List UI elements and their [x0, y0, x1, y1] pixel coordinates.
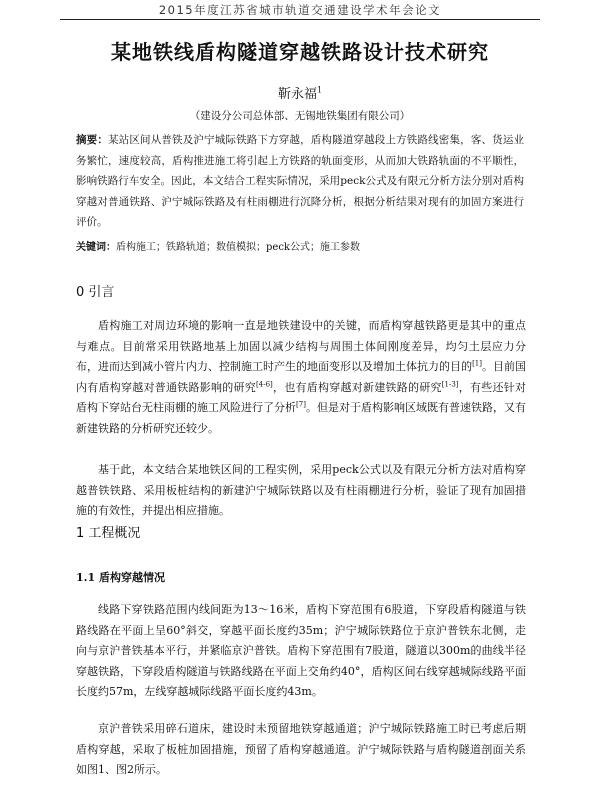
- abstract-text: 某站区间从普铁及沪宁城际铁路下方穿越，盾构隧道穿越段上方铁路线密集，客、货运业务繁忙，速度较高，盾构推进施工将引起上方铁路的轨面变形，从而加大铁路轨面的不平顺性，影响铁路行车安全。因此，本文结合工程实际情况，采用peck公式及有限元分析方法分别对盾构穿越对普通铁路、沪宁城际铁路及有柱雨棚进行沉降分析，根据分析结果对现有的加固方案进行评价。: [76, 134, 525, 228]
- intro-paragraph-2: 基于此，本文结合某地铁区间的工程实例，采用peck公式以及有限元分析方法对盾构穿越普铁铁路、采用板桩结构的新建沪宁城际铁路以及有柱雨棚进行分析，验证了现有加固措施的有效性，并提出相应措施。: [76, 463, 526, 518]
- intro-p1-text-b: 。目前国内有盾构穿越对普通铁路影响的研究: [76, 360, 527, 394]
- abstract-label: 摘要：: [76, 134, 109, 146]
- author-line: [0, 83, 600, 102]
- abstract: [76, 130, 524, 233]
- author-name: 靳永福: [277, 87, 317, 102]
- intro-p1-text-c: ，也有盾构穿越对新建铁路的研究: [272, 380, 442, 394]
- overview-paragraph-2: 京沪普铁采用碎石道床，建设时未预留地铁穿越通道；沪宁城际铁路施工时已考虑后期盾构穿越，采取了板桩加固措施，预留了盾构穿越通道。沪宁城际铁路与盾构隧道剖面关系如图1、图2所示。: [76, 722, 526, 777]
- header-rule: [60, 19, 540, 20]
- overview-paragraph-1: 线路下穿铁路范围内线间距为13～16米，盾构下穿范围有6股道，下穿段盾构隧道与铁路线路在平面上呈60°斜交，穿越平面长度约35m；沪宁城际铁路位于京沪普铁东北侧，走向与京沪普铁基本平行，并紧临京沪普铁。盾构下穿范围有7股道，隧道以300m的曲线半径穿越铁路，下穿段盾构隧道与铁路线路在平面上交角约40°，盾构区间右线穿越城际线路平面长度约57m，左线穿越城际线路平面长度约43m。: [76, 603, 526, 699]
- paper-title: 某地铁线盾构隧道穿越铁路设计技术研究: [111, 40, 489, 64]
- intro-p1-text-a: 盾构施工对周边环境的影响一直是地铁建设中的关键，而盾构穿越铁路更是其中的重点与难点。目前常采用铁路地基上加固以减少结构与周围土体间刚度差异，均匀土层应力分布，进而达到减小管片内力、控制施工时产生的地面变形以及增加土体抗力的目的: [76, 319, 526, 374]
- citation-ref: [1]: [472, 359, 482, 368]
- affiliation: （建设分公司总体部、无锡地铁集团有限公司）: [189, 110, 411, 122]
- running-header: [60, 2, 540, 20]
- citation-ref: [1-3]: [441, 380, 459, 389]
- keywords-label: 关键词：: [76, 242, 116, 253]
- intro-p1-text-d: ，有些还针对盾构下穿站台无柱雨棚的施工风险进行了分析: [76, 380, 527, 415]
- citation-ref: [4-6]: [256, 380, 273, 389]
- intro-paragraph-1: [76, 316, 526, 440]
- subsection-heading-shield-crossing: 1.1 盾构穿越情况: [76, 571, 165, 584]
- keywords-text: 盾构施工；铁路轨道；数值模拟；peck公式；施工参数: [116, 242, 360, 253]
- running-header-text: 2015年度江苏省城市轨道交通建设学术年会论文: [158, 3, 442, 17]
- author-mark: 1: [316, 85, 323, 95]
- keywords: [76, 238, 524, 253]
- citation-ref: [7]: [296, 400, 306, 409]
- section-heading-introduction: 0 引言: [76, 285, 115, 300]
- section-heading-overview: 1 工程概况: [76, 526, 141, 541]
- intro-p1-text-e: 。但是对于盾构影响区域既有普速铁路，又有新建铁路的分析研究还较少。: [76, 401, 527, 435]
